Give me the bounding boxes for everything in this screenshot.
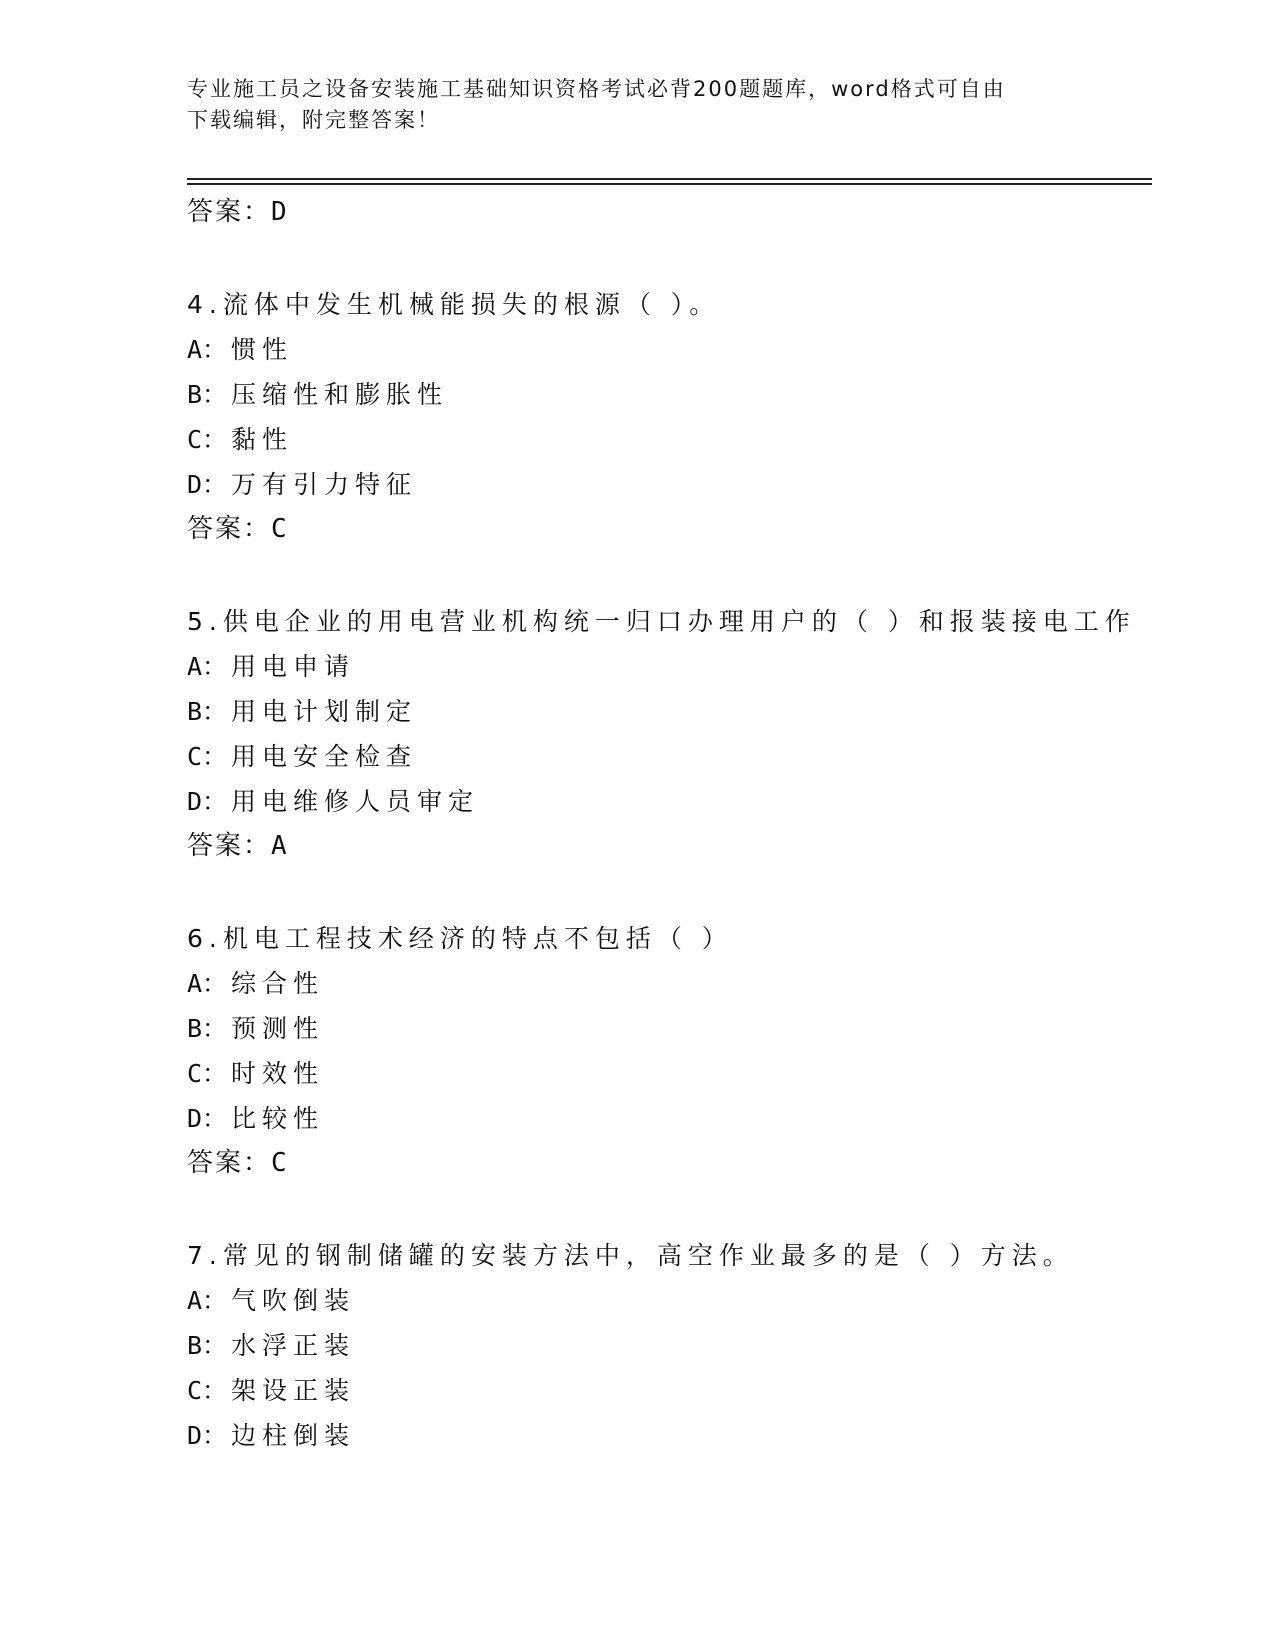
option-key: A：	[187, 969, 228, 998]
option-key: B：	[187, 1014, 228, 1043]
option-key: D：	[187, 1104, 228, 1133]
answer-value: A	[271, 831, 289, 861]
answer-label: 答案：	[187, 1148, 272, 1178]
answer-line	[187, 1141, 1157, 1186]
option-a	[187, 327, 1157, 372]
option-key: B：	[187, 697, 228, 726]
option-text: 用电安全检查	[231, 742, 418, 771]
option-d	[187, 1413, 1157, 1458]
option-key: A：	[187, 335, 228, 364]
option-text: 比较性	[231, 1104, 325, 1133]
answer-value: D	[271, 197, 289, 227]
option-text: 用电维修人员审定	[231, 787, 480, 816]
header-divider-bottom	[187, 183, 1152, 185]
option-key: A：	[187, 1286, 228, 1315]
answer-line	[187, 190, 1157, 235]
option-key: D：	[187, 470, 228, 499]
option-c	[187, 1051, 1157, 1096]
answer-value: C	[271, 514, 289, 544]
question-stem: 5.供电企业的用电营业机构统一归口办理用户的（ ）和报装接电工作	[187, 607, 1136, 636]
option-key: C：	[187, 742, 228, 771]
option-b	[187, 1323, 1157, 1368]
option-c	[187, 417, 1157, 462]
option-text: 预测性	[231, 1014, 325, 1043]
option-b	[187, 689, 1157, 734]
option-d	[187, 779, 1157, 824]
option-key: B：	[187, 380, 228, 409]
option-d	[187, 1096, 1157, 1141]
answer-line	[187, 507, 1157, 552]
option-text: 用电计划制定	[231, 697, 418, 726]
option-d	[187, 462, 1157, 507]
answer-label: 答案：	[187, 831, 272, 861]
option-text: 水浮正装	[231, 1331, 356, 1360]
option-a	[187, 644, 1157, 689]
answer-label: 答案：	[187, 514, 272, 544]
question-stem: 6.机电工程技术经济的特点不包括（ ）	[187, 924, 733, 953]
question-stem: 4.流体中发生机械能损失的根源（ ）。	[187, 290, 721, 319]
option-key: C：	[187, 425, 228, 454]
question-list	[187, 190, 1157, 1458]
option-text: 压缩性和膨胀性	[231, 380, 449, 409]
answer-value: C	[271, 1148, 289, 1178]
option-key: A：	[187, 652, 228, 681]
option-a	[187, 1278, 1157, 1323]
option-c	[187, 1368, 1157, 1413]
answer-label: 答案：	[187, 197, 272, 227]
question-stem: 7.常见的钢制储罐的安装方法中，高空作业最多的是（ ）方法。	[187, 1241, 1074, 1270]
option-text: 气吹倒装	[231, 1286, 356, 1315]
option-text: 惯性	[231, 335, 294, 364]
option-c	[187, 734, 1157, 779]
option-b	[187, 372, 1157, 417]
option-key: C：	[187, 1376, 228, 1405]
header-divider-top	[187, 178, 1152, 180]
answer-line	[187, 824, 1157, 869]
document-header	[187, 74, 1087, 136]
option-a	[187, 961, 1157, 1006]
header-line-1: 专业施工员之设备安装施工基础知识资格考试必背200题题库，word格式可自由	[187, 77, 1006, 101]
option-text: 边柱倒装	[231, 1421, 356, 1450]
option-key: B：	[187, 1331, 228, 1360]
option-text: 架设正装	[231, 1376, 356, 1405]
option-b	[187, 1006, 1157, 1051]
header-line-2: 下载编辑，附完整答案！	[187, 108, 440, 132]
option-key: D：	[187, 1421, 228, 1450]
option-key: D：	[187, 787, 228, 816]
option-text: 综合性	[231, 969, 325, 998]
option-text: 黏性	[231, 425, 294, 454]
option-text: 时效性	[231, 1059, 325, 1088]
option-text: 用电申请	[231, 652, 356, 681]
option-key: C：	[187, 1059, 228, 1088]
option-text: 万有引力特征	[231, 470, 418, 499]
